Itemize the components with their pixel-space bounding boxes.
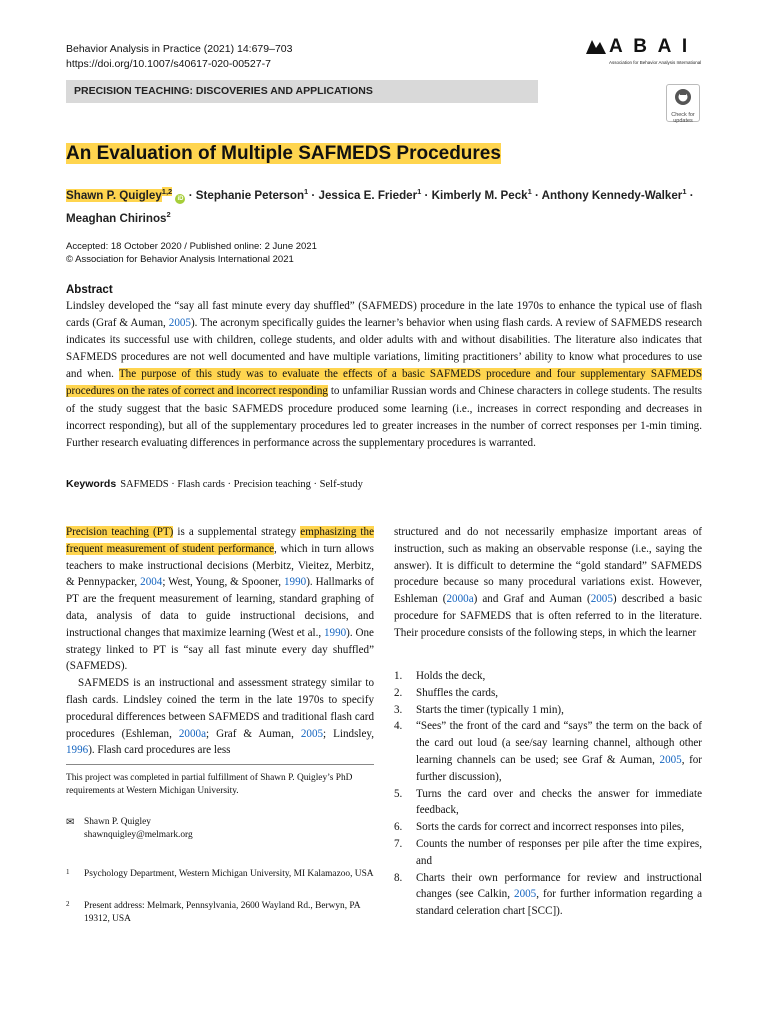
citation-link[interactable]: 2005: [168, 317, 191, 330]
abstract-text: ). The acronym specifically guides the learner’s behavior when using flash cards. A review of SAFMEDS research indicates its successful use with children, college students, and older adults with and without disabilities. The literature also indicates that SAFMEDS procedures are not well documented and have multiple variations, limiting practitioners’ ability to know what procedures to use and when.: [66, 317, 702, 381]
step-text: “Sees” the front of the card and “says” the term on the back of the card out loud (a see/say learning channel, although other learning channels can be used; see Graf & Auman,: [416, 720, 702, 766]
body-text: ) and Graf and Auman (: [473, 593, 591, 606]
author-name[interactable]: Kimberly M. Peck: [431, 188, 528, 202]
step-text: Shuffles the cards,: [416, 686, 499, 699]
step-text: Charts their own performance for review and instructional changes (see Calkin,: [416, 871, 702, 901]
body-text: ; Graf & Auman,: [206, 727, 301, 740]
list-item: [394, 870, 702, 920]
highlight-text: Precision teaching (PT): [66, 526, 174, 538]
citation-link[interactable]: 2000a: [178, 727, 206, 740]
check-updates-icon: [674, 88, 692, 106]
step-text: Starts the timer (typically 1 min),: [416, 703, 564, 716]
journal-line: Behavior Analysis in Practice (2021) 14:679–703: [66, 43, 293, 55]
body-text: , which in turn allows teachers to make instructional decisions (Merbitz, Vieitez, Merbitz, & Pennypacker,: [66, 542, 374, 589]
step-number: 1.: [394, 670, 403, 682]
list-item: [394, 836, 702, 870]
list-item: [394, 819, 702, 836]
affiliation: [66, 868, 376, 881]
section-label: PRECISION TEACHING: DISCOVERIES AND APPLICATIONS: [66, 80, 538, 103]
step-text: Turns the card over and checks the answer for immediate feedback,: [416, 787, 702, 817]
abai-logo[interactable]: [585, 38, 705, 68]
keywords-label: Keywords: [66, 478, 117, 490]
copyright-icon: ©: [66, 254, 73, 265]
abstract-highlight: The purpose of this study was to evaluate the effects of a basic SAFMEDS procedure and four supplementary SAFMEDS procedures on the rates of correct and incorrect responding: [66, 368, 702, 398]
author-affil-sup: 1: [527, 187, 532, 196]
step-number: 8.: [394, 871, 403, 884]
body-text: ). One strategy linked to PT is “say all fast minute every day shuffled” (SAFMEDS).: [66, 626, 374, 673]
step-text: Holds the deck,: [416, 670, 486, 682]
body-text: structured and do not necessarily emphasize important areas of instruction, such as making an observable response (i.e., saying the answer). It is difficult to determine the “gold standard” SAFMEDS procedure because so many procedural variations exist. However, Eshleman (: [394, 526, 702, 606]
step-number: 2.: [394, 686, 403, 699]
step-text: Counts the number of responses per pile after the time expires, and: [416, 837, 702, 867]
left-column: [66, 524, 374, 759]
citation-link[interactable]: 2000a: [446, 593, 474, 606]
author-name[interactable]: Meaghan Chirinos: [66, 211, 167, 225]
author-name[interactable]: Shawn P. Quigley: [66, 188, 162, 202]
body-text: is a supplemental strategy: [173, 526, 301, 538]
abstract-heading: Abstract: [66, 284, 113, 296]
author-affil-sup: 1: [682, 187, 687, 196]
intro-paragraph: [66, 524, 374, 675]
check-updates-label: Check for updates: [671, 112, 695, 124]
abstract-body: [66, 298, 702, 452]
citation-link[interactable]: 2004: [140, 576, 163, 589]
logo-text: A B A I: [609, 36, 691, 57]
envelope-icon: ✉: [66, 817, 75, 828]
doi-link[interactable]: https://doi.org/10.1007/s40617-020-00527-7: [66, 58, 271, 70]
author-affil-sup: 1,2: [161, 187, 173, 196]
orcid-icon[interactable]: iD: [177, 195, 184, 202]
affiliation-text: Psychology Department, Western Michigan University, MI Kalamazoo, USA: [84, 869, 374, 879]
corresponding-author: [66, 816, 193, 842]
footnote-divider: [66, 764, 374, 765]
list-item: [394, 786, 702, 820]
article-title-text: An Evaluation of Multiple SAFMEDS Procedures: [66, 143, 501, 164]
safmeds-paragraph: [66, 675, 374, 759]
procedure-paragraph: [394, 524, 702, 642]
logo-subtitle: Association for Behavior Analysis International: [609, 60, 702, 65]
footnote: This project was completed in partial fulfillment of Shawn P. Quigley’s PhD requirements at Western Michigan University.: [66, 773, 353, 796]
author-name[interactable]: Stephanie Peterson: [195, 188, 305, 202]
list-item: [394, 702, 702, 719]
body-text: ; Lindsley,: [323, 727, 374, 740]
list-item: [394, 668, 702, 685]
author-affil-sup: 1: [417, 187, 422, 196]
step-number: 5.: [394, 787, 403, 800]
step-text: , for further discussion),: [416, 753, 702, 783]
check-for-updates-button[interactable]: [666, 84, 700, 122]
article-title: [66, 143, 501, 165]
list-item: [394, 718, 702, 785]
contact-name: Shawn P. Quigley: [84, 817, 151, 827]
step-number: 4.: [394, 720, 403, 733]
citation-link[interactable]: 2005: [590, 593, 613, 606]
affiliation: [66, 900, 376, 926]
step-number: 6.: [394, 821, 403, 834]
citation-link[interactable]: 1990: [284, 576, 307, 589]
abai-logo-icon: [585, 38, 607, 56]
citation-link[interactable]: 2005: [300, 727, 324, 740]
affiliation-number: 1: [66, 868, 70, 876]
abstract-text: Lindsley developed the “say all fast minute every day shuffled” (SAFMEDS) procedure in the late 1970s to enhance the typical use of flash cards (Graf & Auman,: [66, 300, 702, 330]
citation-link[interactable]: 1996: [66, 744, 89, 757]
body-text: ). Hallmarks of PT are the frequent measurement of learning, standard graphing of data, analysis of data to guide instructional decisions, and instructional changes that maximize learning (West et al.,: [66, 576, 374, 639]
right-column: [394, 524, 702, 642]
step-text: , for further information regarding a standard celeration chart [SCC]).: [416, 888, 702, 918]
body-text: ; West, Young, & Spooner,: [162, 576, 284, 589]
step-number: 7.: [394, 837, 403, 850]
citation-link[interactable]: 1990: [323, 626, 347, 639]
author-name[interactable]: Anthony Kennedy-Walker: [541, 188, 683, 202]
highlight-text: emphasizing the frequent measurement of student performance: [66, 526, 374, 555]
body-text: ). Flash card procedures are less: [88, 744, 231, 757]
body-text: ) described a basic procedure for SAFMEDS that is often referred to in the literature. Their procedure consists of the following steps, in which the learner: [394, 593, 702, 639]
author-affil-sup: 1: [304, 187, 309, 196]
citation-link[interactable]: 2005: [514, 888, 537, 901]
body-text: SAFMEDS is an instructional and assessment strategy similar to flash cards. Lindsley coined the term in the late 1970s to specify procedural differences between SAFMEDS and traditional flash card procedures (Eshleman,: [66, 677, 374, 740]
author-list: Shawn P. Quigley$^{1,2}$ iD · Stephanie Peterson$^1$ · Jessica E. Frieder$^1$ · Kimberly M. Peck$^1$ · Anthony Kennedy-Walker$^1$ · Meaghan Chirinos$^2$: [66, 187, 694, 225]
citation-link[interactable]: 2005: [659, 753, 682, 766]
copyright-text: Association for Behavior Analysis International 2021: [75, 254, 294, 265]
keywords: [66, 478, 363, 490]
affiliation-number: 2: [66, 900, 70, 908]
contact-email[interactable]: shawnquigley@melmark.org: [84, 830, 193, 840]
abstract-text: to unfamiliar Russian words and Chinese characters in college students. The results of the study suggest that the basic SAFMEDS procedure produced some learning (i.e., increases in correct responding and decreases in incorrect responding), but all of the supplementary procedures led to greater increases in the number of correct responses per 1-min timing. Further research evaluating differences in performance across the supplementary procedures is warranted.: [66, 385, 702, 449]
procedure-steps-list: [394, 668, 702, 920]
step-number: 3.: [394, 703, 403, 716]
accepted-date: Accepted: 18 October 2020 / Published online: 2 June 2021: [66, 241, 317, 252]
journal-citation: [66, 42, 292, 72]
list-item: [394, 685, 702, 702]
keywords-text: SAFMEDS · Flash cards · Precision teaching · Self-study: [120, 479, 363, 490]
publication-dates: [66, 240, 317, 266]
affiliation-text: Present address: Melmark, Pennsylvania, 2600 Wayland Rd., Berwyn, PA 19312, USA: [84, 901, 361, 924]
step-text: Sorts the cards for correct and incorrect responses into piles,: [416, 821, 685, 834]
author-affil-sup: 2: [166, 209, 171, 219]
author-name[interactable]: Jessica E. Frieder: [318, 188, 418, 202]
